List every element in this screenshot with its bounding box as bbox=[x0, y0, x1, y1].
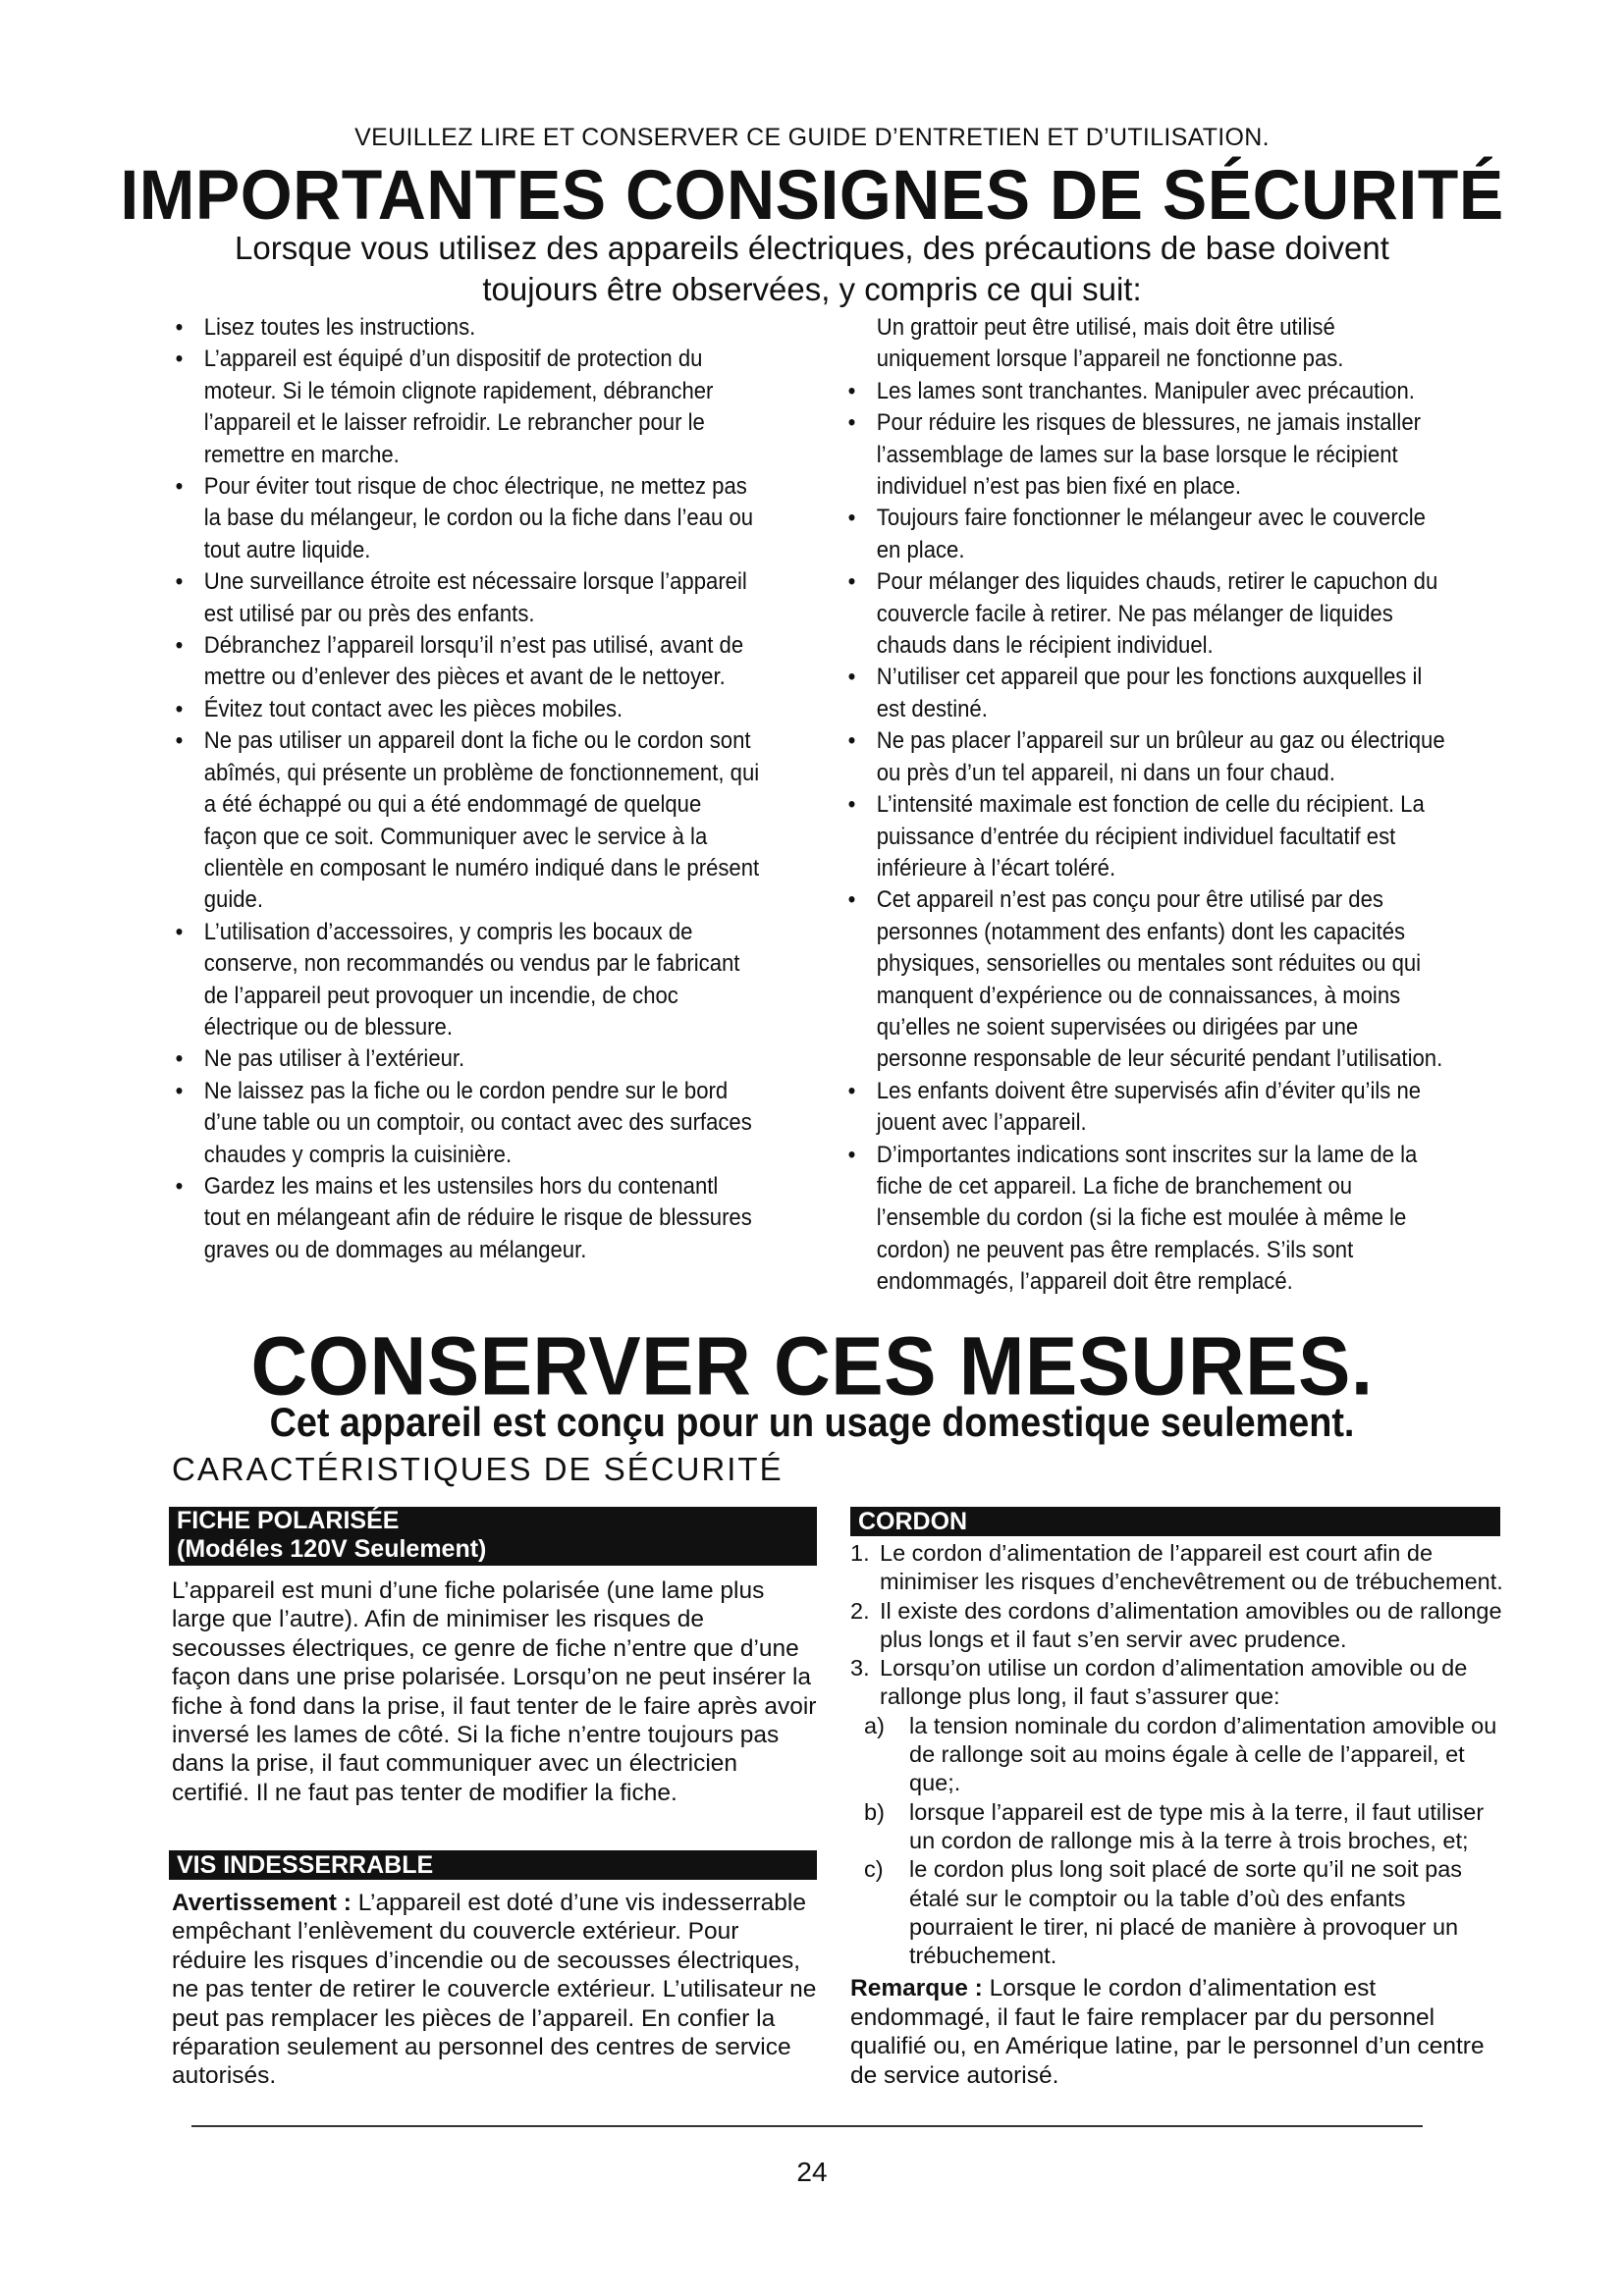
bullet: • bbox=[847, 1077, 856, 1104]
bullet: • bbox=[175, 1077, 184, 1104]
household-use-notice: Cet appareil est conçu pour un usage domestique seulement. bbox=[269, 1399, 1355, 1445]
reading-notice: VEUILLEZ LIRE ET CONSERVER CE GUIDE D’ENTRETIEN ET D’UTILISATION. bbox=[354, 124, 1270, 151]
list-item: • Les lames sont tranchantes. Manipuler avec précaution. bbox=[844, 376, 1452, 407]
item-number: 3. bbox=[850, 1655, 870, 1682]
tamper-screw-text: Avertissement : L’appareil est doté d’une vis indesserrable empêchant l’enlèvement du couvercle extérieur. Pour réduire les risques d’incendie ou de secousses électriques, ne pas tenter de retirer le couvercle extérieur. L’utilisateur ne peut pas remplacer les pièces de l’appareil. En confier la réparation seulement au personnel des centres de service autorisés. bbox=[172, 1890, 817, 2090]
list-item: 2. Il existe des cordons d’alimentation amovibles ou de rallonge plus longs et il faut s’en servir avec prudence. bbox=[850, 1597, 1502, 1652]
bullet: • bbox=[847, 1141, 856, 1168]
save-instructions-title: CONSERVER CES MESURES. bbox=[250, 1319, 1374, 1413]
list-item: • Gardez les mains et les ustensiles hors du contenantl tout en mélangeant afin de réduire le risque de blessures graves ou de dommages au mélangeur. bbox=[175, 1172, 752, 1263]
list-item: • L’appareil est équipé d’un dispositif de protection du moteur. Si le témoin clignote rapidement, débrancher l’appareil et le laisser refroidir. Le rebrancher pour le remettre en marche. bbox=[175, 346, 714, 468]
bullet: • bbox=[175, 568, 184, 596]
item-number: 1. bbox=[850, 1540, 870, 1566]
list-item: • Les enfants doivent être supervisés afin d’éviter qu’ils ne jouent avec l’appareil. bbox=[847, 1077, 1422, 1137]
list-item: • Ne laissez pas la fiche ou le cordon pendre sur le bord d’une table ou un comptoir, ou contact avec des surfaces chaudes y compris la cuisinière. bbox=[175, 1077, 752, 1168]
intro-text: Lorsque vous utilisez des appareils électriques, des précautions de base doivent toujours être observées, y compris ce qui suit: bbox=[235, 230, 1389, 307]
bullet: • bbox=[847, 505, 856, 532]
list-continuation: Un grattoir peut être utilisé, mais doit être utilisé uniquement lorsque l’appareil ne fonctionne pas. bbox=[876, 314, 1344, 373]
list-item: 1. Le cordon d’alimentation de l’appareil est court afin de minimiser les risques d’enchevêtrement ou de trébuchement. bbox=[850, 1540, 1503, 1595]
tamper-screw-heading: VIS INDESSERRABLE bbox=[169, 1850, 817, 1880]
sub-item-letter: a) bbox=[864, 1712, 885, 1738]
polarized-plug-subtitle: (Modéles 120V Seulement) bbox=[177, 1535, 487, 1563]
page-title: IMPORTANTES CONSIGNES DE SÉCURITÉ bbox=[120, 156, 1504, 235]
list-item: • Cet appareil n’est pas conçu pour être utilisé par des personnes (notamment des enfants) dont les capacités physiques, sensorielles ou mentales sont réduites ou qui manquent d’expérience ou de connaissances, à moins qu’elles ne soient supervisées ou dirigées par une personne responsable de leur sécurité pendant l’utilisation. bbox=[847, 886, 1443, 1073]
footer-divider bbox=[191, 2125, 1423, 2127]
safety-list-right bbox=[844, 312, 1452, 1299]
cord-list bbox=[850, 1539, 1508, 2090]
sub-item: c) le cordon plus long soit placé de sorte qu’il ne soit pas étalé sur le comptoir ou la table d’où des enfants pourraient le tirer, ni placé de manière à provoquer un trébuchement. bbox=[864, 1856, 1463, 1969]
item-number: 2. bbox=[850, 1597, 870, 1624]
page-number: 24 bbox=[796, 2157, 828, 2187]
sub-item-letter: b) bbox=[864, 1798, 885, 1825]
bullet: • bbox=[847, 664, 856, 691]
bullet: • bbox=[175, 632, 184, 660]
list-item: • Ne pas utiliser à l’extérieur. bbox=[172, 1043, 760, 1075]
list-item: • Évitez tout contact avec les pièces mobiles. bbox=[172, 694, 760, 725]
bullet: • bbox=[847, 886, 856, 914]
bullet: • bbox=[175, 473, 184, 501]
list-item: • Pour mélanger des liquides chauds, retirer le capuchon du couvercle facile à retirer. Ne pas mélanger de liquides chauds dans le récipient individuel. bbox=[847, 568, 1438, 660]
list-item: • Pour éviter tout risque de choc électrique, ne mettez pas la base du mélangeur, le cordon ou la fiche dans l’eau ou tout autre liquide. bbox=[175, 473, 754, 563]
sub-item: b) lorsque l’appareil est de type mis à la terre, il faut utiliser un cordon de rallonge mis à la terre à trois broches, et; bbox=[864, 1798, 1485, 1853]
bullet: • bbox=[175, 346, 184, 373]
bullet: • bbox=[175, 918, 184, 945]
list-item: • Une surveillance étroite est nécessaire lorsque l’appareil est utilisé par ou près des enfants. bbox=[175, 568, 747, 627]
list-item: • N’utiliser cet appareil que pour les fonctions auxquelles il est destiné. bbox=[847, 664, 1423, 722]
bullet: • bbox=[175, 1045, 184, 1073]
bullet: • bbox=[175, 1172, 184, 1200]
bullet: • bbox=[847, 409, 856, 437]
list-item: • Toujours faire fonctionner le mélangeur avec le couvercle en place. bbox=[847, 505, 1426, 563]
list-item: • Lisez toutes les instructions. bbox=[172, 312, 760, 344]
sub-item: a) la tension nominale du cordon d’alimentation amovible ou de rallonge soit au moins égale à celle de l’appareil, et que;. bbox=[864, 1712, 1497, 1796]
list-item: • L’utilisation d’accessoires, y compris les bocaux de conserve, non recommandés ou vendus par le fabricant de l’appareil peut provoquer un incendie, de choc électrique ou de blessure. bbox=[175, 918, 740, 1041]
list-item: • Ne pas placer l’appareil sur un brûleur au gaz ou électrique ou près d’un tel appareil, ni dans un four chaud. bbox=[847, 727, 1445, 786]
list-item: • L’intensité maximale est fonction de celle du récipient. La puissance d’entrée du récipient individuel facultatif est inférieure à l’écart toléré. bbox=[847, 791, 1425, 881]
warning-label: Avertissement : bbox=[172, 1890, 352, 1916]
cord-note: Remarque : Lorsque le cordon d’alimentation est endommagé, il faut le faire remplacer par du personnel qualifié ou, en Amérique latine, par le personnel d’un centre de service autorisé. bbox=[850, 1975, 1485, 2089]
safety-list-left bbox=[172, 312, 760, 1266]
list-item: • Débranchez l’appareil lorsqu’il n’est pas utilisé, avant de mettre ou d’enlever des pièces et avant de le nettoyer. bbox=[175, 632, 744, 691]
bullet: • bbox=[175, 695, 184, 722]
list-item: 3. Lorsqu’on utilise un cordon d’alimentation amovible ou de rallonge plus long, il faut s’assurer que: bbox=[850, 1655, 1468, 1710]
polarized-plug-text: L’appareil est muni d’une fiche polarisée (une lame plus large que l’autre). Afin de minimiser les risques de secousses électriques, ce genre de fiche n’entre que d’une façon dans une prise polarisée. Lorsqu’on ne peut insérer la fiche à fond dans la prise, il faut tenter de le faire après avoir inversé les lames de côté. Si la fiche n’entre toujours pas dans la prise, il faut communiquer avec un électricien certifié. Il ne faut pas tenter de modifier la fiche. bbox=[172, 1577, 817, 1806]
sub-item-letter: c) bbox=[864, 1856, 884, 1883]
bullet: • bbox=[847, 568, 856, 596]
bullet: • bbox=[847, 791, 856, 819]
list-item: • Ne pas utiliser un appareil dont la fiche ou le cordon sont abîmés, qui présente un problème de fonctionnement, qui a été échappé ou qui a été endommagé de quelque façon que ce soit. Communiquer avec le service à la clientèle en composant le numéro indiqué dans le présent guide. bbox=[175, 727, 760, 914]
bullet: • bbox=[175, 727, 184, 755]
list-item: • D’importantes indications sont inscrites sur la lame de la fiche de cet appareil. La fiche de branchement ou l’ensemble du cordon (si la fiche est moulée à même le cordon) ne peuvent pas être remplacés. S’ils sont endommagés, l’appareil doit être remplacé. bbox=[847, 1141, 1418, 1296]
bullet: • bbox=[847, 727, 856, 755]
note-label: Remarque : bbox=[850, 1975, 983, 2002]
polarized-plug-heading bbox=[169, 1507, 817, 1566]
polarized-plug-title: FICHE POLARISÉE bbox=[177, 1507, 400, 1534]
list-item: • Pour réduire les risques de blessures, ne jamais installer l’assemblage de lames sur la base lorsque le récipient individuel n’est pas bien fixé en place. bbox=[847, 409, 1422, 501]
cord-heading: CORDON bbox=[850, 1507, 1500, 1536]
bullet: • bbox=[175, 314, 184, 341]
safety-features-heading: CARACTÉRISTIQUES DE SÉCURITÉ bbox=[172, 1451, 784, 1487]
bullet: • bbox=[847, 377, 856, 404]
